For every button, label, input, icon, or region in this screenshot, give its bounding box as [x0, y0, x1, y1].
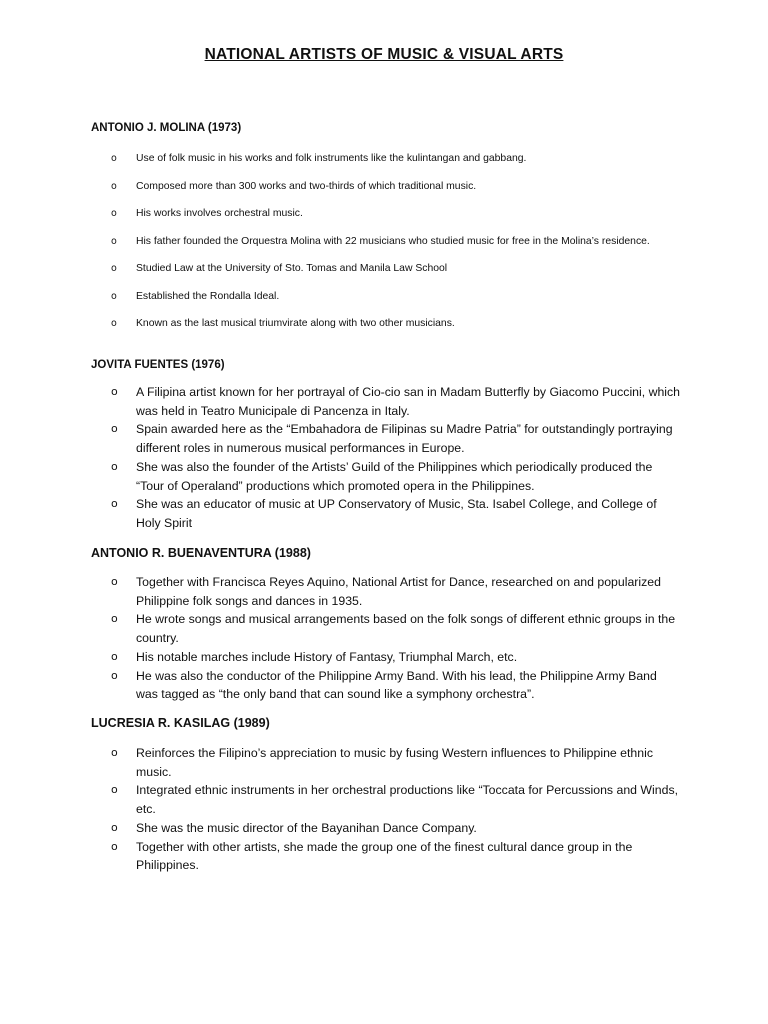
list-item-text: She was an educator of music at UP Conservatory of Music, Sta. Isabel College, and College of Holy Spirit: [136, 497, 657, 530]
list-item: [0, 667, 768, 704]
list-item: [0, 610, 768, 647]
list-item-text: She was the music director of the Bayanihan Dance Company.: [136, 820, 477, 835]
bullet-circle-icon: o: [111, 385, 118, 398]
list-item-text: Studied Law at the University of Sto. Tomas and Manila Law School: [136, 263, 448, 274]
list-item: [0, 819, 768, 838]
list-item: [0, 420, 768, 457]
section-heading: JOVITA FUENTES (1976): [91, 359, 225, 371]
bullet-circle-icon: o: [111, 235, 117, 247]
section-heading: LUCRESIA R. KASILAG (1989): [91, 716, 270, 730]
bullet-circle-icon: o: [111, 422, 118, 436]
list-item: [0, 744, 768, 781]
bullet-circle-icon: o: [111, 649, 118, 663]
list-item: [0, 458, 768, 495]
list-item-text: Established the Rondalla Ideal.: [136, 290, 280, 302]
bullet-circle-icon: o: [111, 820, 118, 834]
list-item-text: He was also the conductor of the Philippine Army Band. With his lead, the Philippine Army Band was tagged as “the only band that can sound like a symphony orchestra”.: [136, 668, 657, 702]
bullet-circle-icon: o: [111, 612, 118, 626]
bullet-circle-icon: o: [111, 783, 118, 797]
list-item: [0, 233, 768, 250]
bullet-circle-icon: o: [111, 290, 117, 302]
bullet-circle-icon: o: [111, 575, 118, 588]
list-item-text: She was also the founder of the Artists’ Guild of the Philippines which periodically produced the “Tour of Operaland” productions which promoted opera in the Philippines.: [136, 459, 653, 493]
list-item-text: Together with other artists, she made the group one of the finest cultural dance group in the Philippines.: [136, 839, 633, 873]
list-item-text: Integrated ethnic instruments in her orchestral productions like “Toccata for Percussions and Winds, etc.: [136, 783, 679, 817]
bullet-list: [0, 150, 768, 343]
section-heading: ANTONIO R. BUENAVENTURA (1988): [91, 546, 311, 560]
bullet-circle-icon: o: [111, 263, 117, 274]
list-item-text: Spain awarded here as the “Embahadora de Filipinas su Madre Patria” for outstandingly portraying different roles in numerous musical performances in Europe.: [136, 422, 673, 456]
list-item: [0, 383, 768, 420]
bullet-circle-icon: o: [111, 180, 117, 192]
list-item-text: He wrote songs and musical arrangements based on the folk songs of different ethnic groups in the country.: [136, 612, 676, 646]
list-item: [0, 150, 768, 167]
list-item-text: Reinforces the Filipino’s appreciation to music by fusing Western influences to Philippine ethnic music.: [136, 746, 653, 779]
list-item: [0, 838, 768, 875]
list-item: [0, 178, 768, 195]
list-item: [0, 315, 768, 332]
list-item: [0, 573, 768, 610]
bullet-circle-icon: o: [111, 497, 118, 511]
list-item-text: A Filipina artist known for her portrayal of Cio-cio san in Madam Butterfly by Giacomo Puccini, which was held in Teatro Municipale di Pancenza in Italy.: [136, 385, 681, 418]
bullet-circle-icon: o: [111, 459, 118, 473]
list-item-text: His works involves orchestral music.: [136, 208, 303, 219]
list-item: [0, 648, 768, 667]
list-item: [0, 260, 768, 277]
list-item: [0, 205, 768, 222]
bullet-circle-icon: o: [111, 208, 117, 219]
bullet-circle-icon: o: [111, 668, 118, 682]
list-item-text: His notable marches include History of Fantasy, Triumphal March, etc.: [136, 649, 518, 664]
list-item: [0, 288, 768, 305]
bullet-circle-icon: o: [111, 153, 117, 164]
list-item-text: Use of folk music in his works and folk instruments like the kulintangan and gabbang.: [136, 153, 527, 164]
bullet-list: [0, 383, 768, 533]
section-heading: ANTONIO J. MOLINA (1973): [91, 122, 242, 134]
bullet-list: [0, 744, 768, 875]
bullet-list: [0, 573, 768, 704]
list-item: [0, 781, 768, 818]
list-item-text: Composed more than 300 works and two-thirds of which traditional music.: [136, 180, 477, 192]
document-title: NATIONAL ARTISTS OF MUSIC & VISUAL ARTS: [204, 46, 564, 63]
list-item-text: Together with Francisca Reyes Aquino, National Artist for Dance, researched on and popularized Philippine folk songs and dances in 1935.: [136, 575, 661, 608]
bullet-circle-icon: o: [111, 839, 118, 853]
bullet-circle-icon: o: [111, 746, 118, 759]
list-item-text: His father founded the Orquestra Molina with 22 musicians who studied music for free in the Molina’s residence.: [136, 235, 650, 247]
list-item: [0, 495, 768, 532]
bullet-circle-icon: o: [111, 318, 117, 329]
list-item-text: Known as the last musical triumvirate along with two other musicians.: [136, 318, 455, 329]
